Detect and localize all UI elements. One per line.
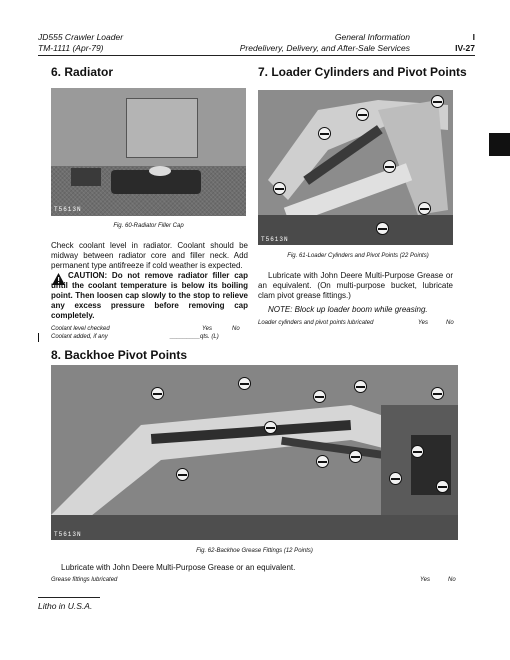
section-tab-marker (489, 133, 510, 156)
check-coolant-level-no[interactable]: No (232, 326, 240, 332)
check-coolant-level-label: Coolant level checked (51, 326, 110, 332)
check-loader-lubricated-label: Loader cylinders and pivot points lubricated (258, 320, 374, 326)
radiator-filler-cap-photo (51, 88, 246, 216)
check-coolant-added-label: Coolant added, if any (51, 334, 108, 340)
section-8-title: 8. Backhoe Pivot Points (51, 348, 188, 362)
radiator-instructions: Check coolant level in radiator. Coolant should be midway between radiator core and filler neck. Add permanent type antifreeze if cold weather is expected. (51, 241, 248, 270)
fig-60-caption: Fig. 60-Radiator Filler Cap (113, 223, 184, 229)
section-7-title: 7. Loader Cylinders and Pivot Points (258, 65, 467, 79)
photo-code-61: T5613N (261, 236, 289, 243)
check-grease-fittings-no[interactable]: No (448, 577, 456, 583)
caution-text: CAUTION: Do not remove radiator filler cap until the coolant temperature is below its boiling point. Then loosen cap slowly to the stop to relieve any excess pressure before removing cap completely. (51, 271, 248, 320)
header-manual-title: JD555 Crawler Loader (38, 32, 124, 42)
fig-62-caption: Fig. 62-Backhoe Grease Fittings (12 Points) (196, 548, 313, 554)
loader-lubrication-instructions: Lubricate with John Deere Multi-Purpose Grease or an equivalent. (On multi-purpose bucket, lubricate clam pivot grease fittings.) (258, 271, 453, 300)
footer-litho: Litho in U.S.A. (38, 601, 93, 611)
header-section-title: General Information (334, 32, 410, 42)
section-6-title: 6. Radiator (51, 65, 114, 79)
photo-code-60: T5613N (54, 206, 82, 213)
loader-note: NOTE: Block up loader boom while greasing. (268, 305, 428, 314)
check-loader-lubricated-no[interactable]: No (446, 320, 454, 326)
check-grease-fittings-yes[interactable]: Yes (420, 577, 431, 583)
header-section-number: I (472, 32, 475, 42)
check-loader-lubricated-yes[interactable]: Yes (418, 320, 429, 326)
photo-code-62: T5613N (54, 531, 82, 538)
header-rule (38, 55, 475, 56)
check-grease-fittings-label: Grease fittings lubricated (51, 577, 118, 583)
header-page-number: IV-27 (455, 43, 475, 53)
backhoe-grease-fittings-photo (51, 365, 458, 540)
coolant-added-quantity-field[interactable]: _________qts. (L) (170, 334, 219, 340)
check-coolant-level-yes[interactable]: Yes (202, 326, 213, 332)
header-subsection-title: Predelivery, Delivery, and After-Sale Services (239, 43, 410, 53)
backhoe-lubrication-instructions: Lubricate with John Deere Multi-Purpose Grease or an equivalent. (61, 563, 296, 572)
change-bar (38, 333, 39, 342)
header-manual-code: TM-1111 (Apr-79) (38, 43, 104, 53)
footer-rule (38, 597, 100, 598)
fig-61-caption: Fig. 61-Loader Cylinders and Pivot Points (22 Points) (287, 253, 429, 259)
loader-cylinders-photo (258, 90, 453, 245)
